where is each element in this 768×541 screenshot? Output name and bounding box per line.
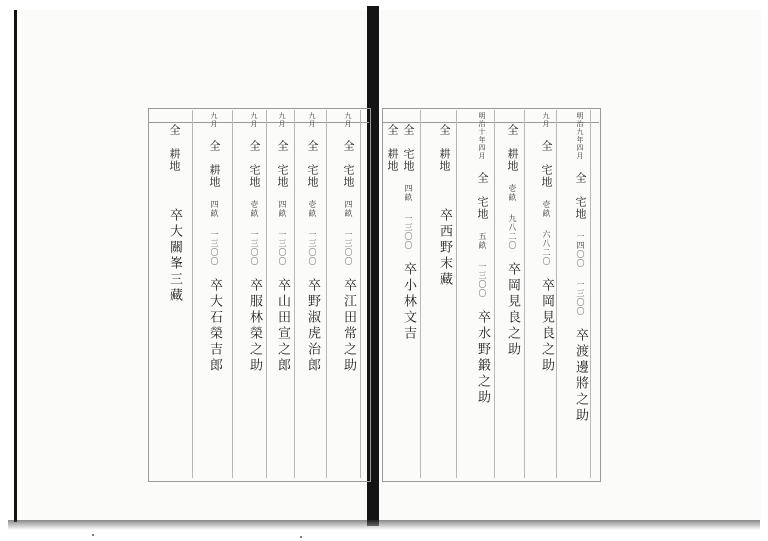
entry-date: 明治九年四月 [576,112,584,160]
ledger-column [436,112,453,476]
column-rule [556,110,557,478]
entry-category: 全 [248,140,261,152]
ledger-column [246,112,263,476]
entry-area: 五畝 [478,232,487,250]
entry-land-type: 耕地 [386,148,399,172]
entry-category: 全 [208,140,221,152]
entry-value: 一三〇〇 [308,230,317,266]
entry-land-type: 宅地 [402,148,415,172]
entry-land-type: 宅地 [342,164,355,188]
entry-owner: 卒小林文吉 [401,262,416,342]
column-rule [294,110,295,478]
entry-date: 明治十年四月 [478,112,486,160]
entry-category: 全 [438,124,451,136]
entry-area: 四畝 [404,184,413,202]
entry-area: 壱畝 [250,200,259,218]
column-rule [524,110,525,478]
entry-owner: 卒野淑虎治郎 [305,278,320,374]
ledger-column [538,112,555,476]
entry-category: 全 [574,172,587,184]
entry-owner: 卒岡見良之助 [505,262,520,358]
entry-owner: 卒江田常之助 [341,278,356,374]
scan-speck [300,536,302,538]
entry-area: 壱畝 [542,200,551,218]
column-rule [590,110,591,478]
entry-category: 全 [506,124,519,136]
entry-value: 一三〇〇 [210,230,219,266]
entry-category: 全 [342,140,355,152]
entry-category: 全 [168,124,181,136]
entry-owner: 卒渡邊將之助 [573,328,588,424]
entry-category: 全 [402,124,415,136]
entry-value: 六八二〇 [542,230,551,266]
entry-value: 一三〇〇 [478,262,487,298]
column-rule [360,110,361,478]
entry-owner: 卒岡見良之助 [539,278,554,374]
ledger-column [274,112,291,476]
entry-category: 全 [540,140,553,152]
entry-date: 九月 [278,112,286,128]
column-rule [494,110,495,478]
column-rule [266,110,267,478]
entry-land-type: 宅地 [248,164,261,188]
entry-owner: 卒山田宣之郎 [275,278,290,374]
entry-land-type: 耕地 [438,148,451,172]
entry-category: 全 [306,140,319,152]
entry-land-type: 宅地 [540,164,553,188]
entry-land-type: 耕地 [506,148,519,172]
entry-value: 九八二〇 [508,214,517,250]
ledger-column [400,112,417,476]
column-rule [192,110,193,478]
column-rule [232,110,233,478]
entry-land-type: 宅地 [574,196,587,220]
entry-area: 壱畝 [308,200,317,218]
ledger-column [384,112,401,476]
ledger-column [474,112,491,476]
entry-land-type: 宅地 [306,164,319,188]
entry-owner: 卒服林榮之助 [247,278,262,374]
entry-land-type: 耕地 [168,148,181,172]
entry-area: 四畝 [344,200,353,218]
ledger-column [504,112,521,476]
column-rule [326,110,327,478]
entry-area: 四畝 [210,200,219,218]
entry-date: 九月 [210,112,218,128]
entry-owner: 卒水野鍛之助 [475,310,490,406]
entry-category: 全 [276,140,289,152]
entry-value: 一三〇〇 [278,230,287,266]
entry-owner: 卒大石榮吉郎 [207,278,222,374]
entry-value: 一三〇〇 [344,230,353,266]
entry-category: 全 [386,124,399,136]
scan-speck [92,534,94,536]
ledger-column [166,112,183,476]
column-rule [456,110,457,478]
column-rule [420,110,421,478]
entry-area: 四畝 [278,200,287,218]
entry-land-type: 耕地 [208,164,221,188]
entry-area: 一四〇〇 [576,232,585,268]
entry-owner: 卒大關峯三藏 [167,208,182,304]
entry-area: 壱畝 [508,184,517,202]
entry-date: 九月 [250,112,258,128]
entry-value: 一三〇〇 [404,214,413,250]
ledger-column [340,112,357,476]
entry-land-type: 宅地 [276,164,289,188]
ledger-column [206,112,223,476]
entry-value: 一三〇〇 [250,230,259,266]
entry-category: 全 [476,172,489,184]
entry-owner: 卒西野末藏 [437,208,452,288]
entry-date: 九月 [542,112,550,128]
ledger-column [572,112,589,476]
entry-value: 一三〇〇 [576,280,585,316]
entry-date: 九月 [344,112,352,128]
page-shadow [8,520,760,530]
entry-date: 九月 [308,112,316,128]
ledger-column [304,112,321,476]
entry-land-type: 宅地 [476,196,489,220]
